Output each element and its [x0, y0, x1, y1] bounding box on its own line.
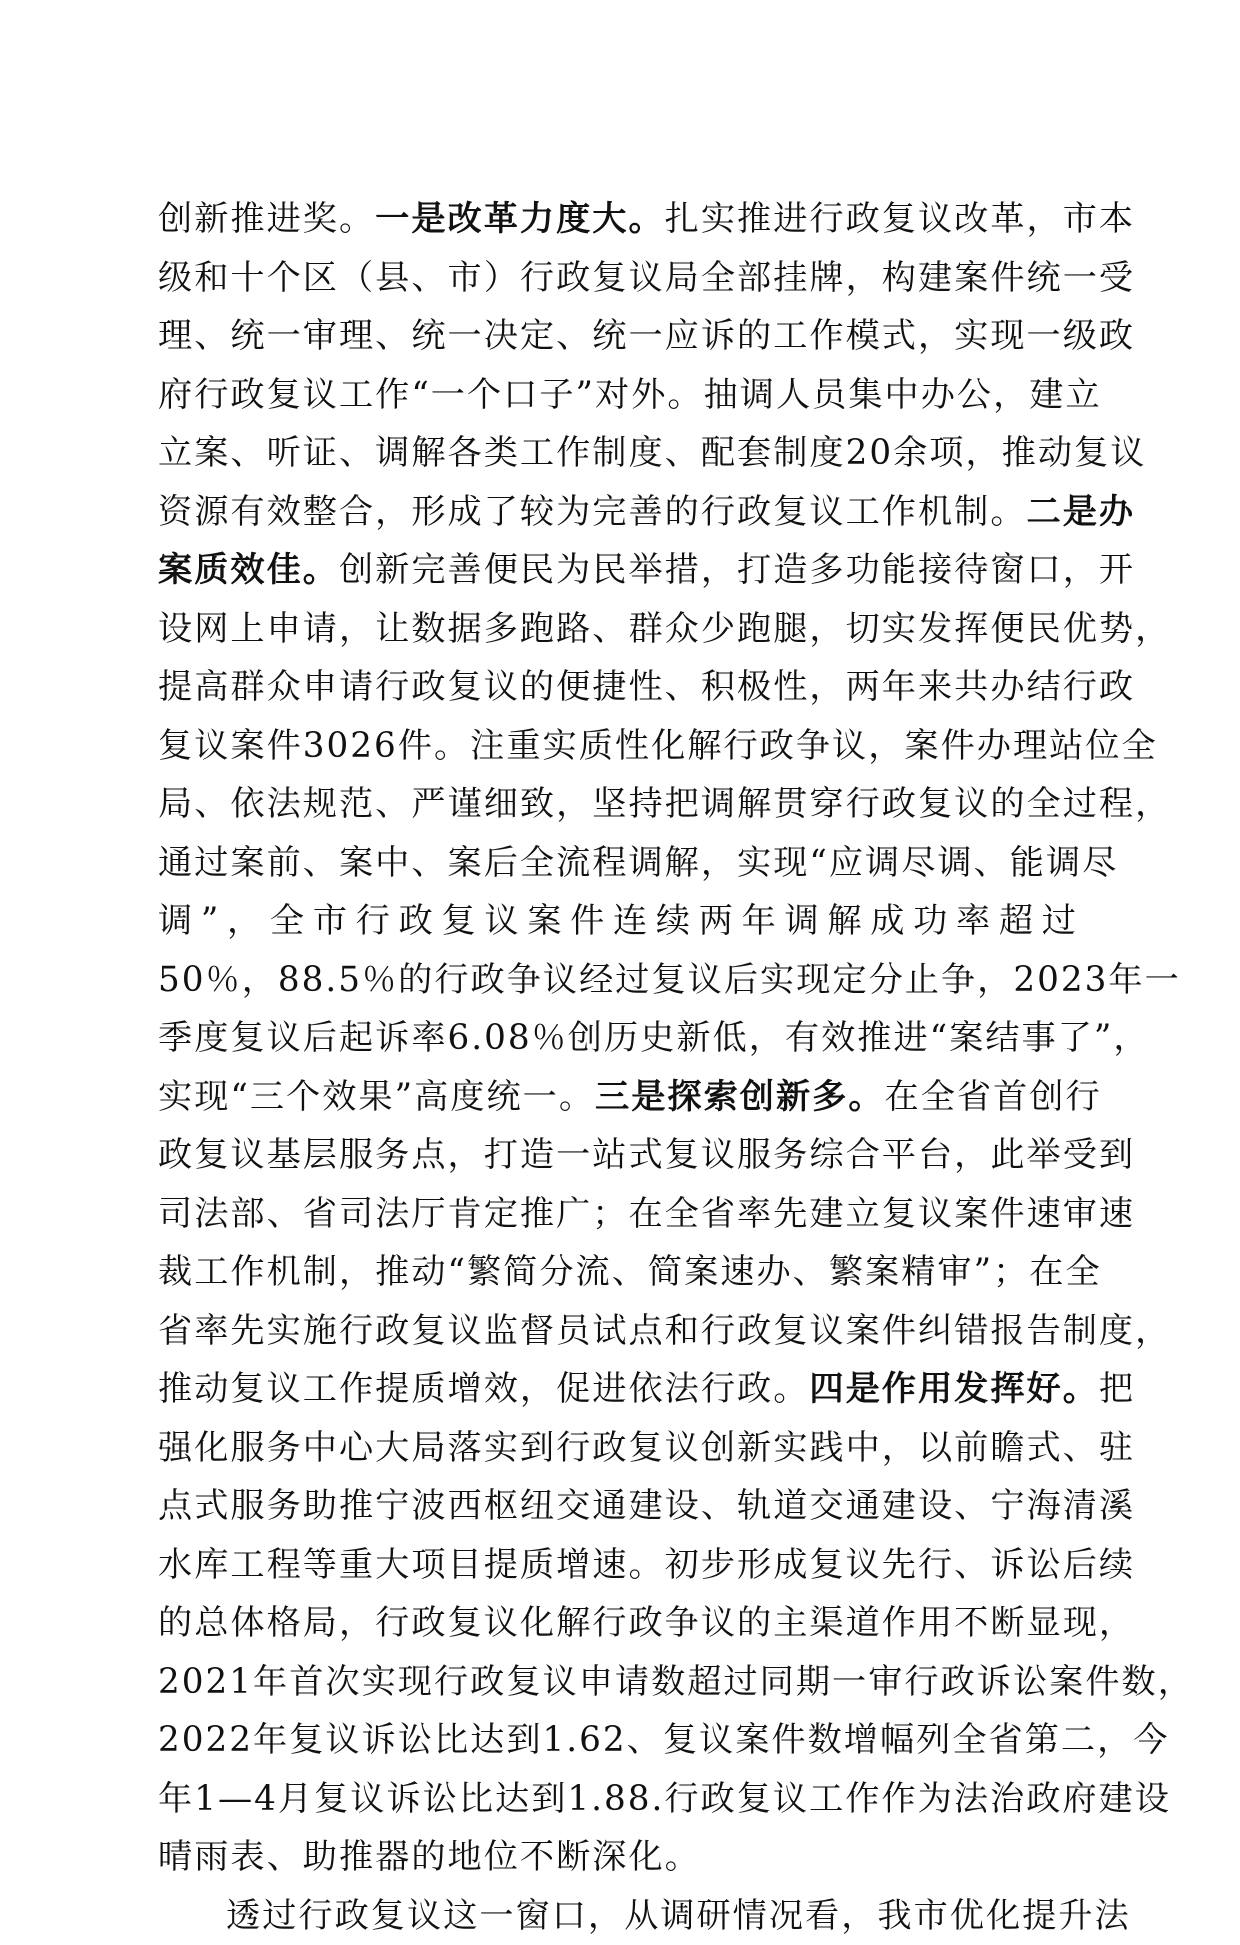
- text-line: [158, 1419, 1078, 1478]
- text-line: [158, 541, 1078, 600]
- text-segment: 扎实推进行政复议改革，市本: [665, 199, 1135, 239]
- text-line: [158, 307, 1078, 366]
- text-line: [158, 366, 1078, 425]
- text-segment: 级和十个区（县、市）行政复议局全部挂牌，构建案件统一受: [158, 258, 1135, 298]
- text-segment: 复议案件3026件。注重实质性化解行政争议，案件办理站位全: [158, 726, 1158, 766]
- text-segment: 把: [1099, 1369, 1135, 1409]
- text-line: [158, 1828, 1078, 1887]
- text-line: [158, 1477, 1078, 1536]
- text-segment: 推动复议工作提质增效，促进依法行政。: [158, 1369, 809, 1409]
- text-segment: 年1—4月复议诉讼比达到1.88.行政复议工作作为法治政府建设: [158, 1779, 1171, 1819]
- text-segment: 调”，全市行政复议案件连续两年调解成功率超过: [158, 901, 1078, 941]
- text-line: [158, 951, 1078, 1010]
- text-line: [158, 1009, 1078, 1068]
- text-segment: 实现“三个效果”高度统一。: [158, 1077, 595, 1117]
- text-line: [158, 1302, 1078, 1361]
- text-segment: 的总体格局，行政复议化解行政争议的主渠道作用不断显现，: [158, 1603, 1135, 1643]
- bold-heading-text: 三是探索创新多。: [595, 1077, 885, 1117]
- bold-heading-text: 四是作用发挥好。: [809, 1369, 1099, 1409]
- text-line: [158, 249, 1078, 308]
- text-segment: 晴雨表、助推器的地位不断深化。: [158, 1837, 701, 1877]
- text-line: [158, 1243, 1078, 1302]
- text-segment: 2021年首次实现行政复议申请数超过同期一审行政诉讼案件数，: [158, 1662, 1194, 1702]
- text-segment: 设网上申请，让数据多跑路、群众少跑腿，切实发挥便民优势，: [158, 609, 1171, 649]
- body-text: [158, 190, 1078, 1945]
- text-line: [158, 1711, 1078, 1770]
- text-segment: 点式服务助推宁波西枢纽交通建设、轨道交通建设、宁海清溪: [158, 1486, 1135, 1526]
- text-line: [158, 483, 1078, 542]
- text-line: [158, 775, 1078, 834]
- text-segment: 创新完善便民为民举措，打造多功能接待窗口，开: [339, 550, 1135, 590]
- text-segment: 政复议基层服务点，打造一站式复议服务综合平台，此举受到: [158, 1135, 1135, 1175]
- text-segment: 50％，88.5％的行政争议经过复议后实现定分止争，2023年一: [158, 960, 1181, 1000]
- text-line: [158, 717, 1078, 776]
- text-segment: 资源有效整合，形成了较为完善的行政复议工作机制。: [158, 492, 1027, 532]
- text-segment: 府行政复议工作“一个口子”对外。抽调人员集中办公，建立: [158, 375, 1102, 415]
- text-line: [158, 1126, 1078, 1185]
- text-line: [158, 892, 1078, 951]
- text-segment: 透过行政复议这一窗口，从调研情况看，我市优化提升法: [226, 1896, 1131, 1936]
- text-segment: 立案、听证、调解各类工作制度、配套制度20余项，推动复议: [158, 433, 1146, 473]
- text-segment: 通过案前、案中、案后全流程调解，实现“应调尽调、能调尽: [158, 843, 1118, 883]
- text-line: [158, 1594, 1078, 1653]
- text-segment: 2022年复议诉讼比达到1.62、复议案件数增幅列全省第二，今: [158, 1720, 1169, 1760]
- bold-heading-text: 案质效佳。: [158, 550, 339, 590]
- text-line: [158, 190, 1078, 249]
- text-segment: 季度复议后起诉率6.08％创历史新低，有效推进“案结事了”，: [158, 1018, 1150, 1058]
- text-line: [158, 1770, 1078, 1829]
- text-line: [158, 1185, 1078, 1244]
- text-segment: 水库工程等重大项目提质增速。初步形成复议先行、诉讼后续: [158, 1545, 1135, 1585]
- text-segment: 提高群众申请行政复议的便捷性、积极性，两年来共办结行政: [158, 667, 1135, 707]
- text-segment: 局、依法规范、严谨细致，坚持把调解贯穿行政复议的全过程，: [158, 784, 1171, 824]
- text-segment: 理、统一审理、统一决定、统一应诉的工作模式，实现一级政: [158, 316, 1135, 356]
- text-line: [158, 600, 1078, 659]
- text-line: [158, 1536, 1078, 1595]
- text-segment: 省率先实施行政复议监督员试点和行政复议案件纠错报告制度，: [158, 1311, 1171, 1351]
- text-line: [158, 1360, 1078, 1419]
- bold-heading-text: 一是改革力度大。: [375, 199, 665, 239]
- text-segment: 裁工作机制，推动“繁简分流、简案速办、繁案精审”；在全: [158, 1252, 1102, 1292]
- text-line: [158, 834, 1078, 893]
- text-line: [158, 424, 1078, 483]
- text-segment: 在全省首创行: [885, 1077, 1102, 1117]
- text-segment: 司法部、省司法厅肯定推广；在全省率先建立复议案件速审速: [158, 1194, 1135, 1234]
- text-line: [158, 658, 1078, 717]
- text-line: [158, 1887, 1078, 1945]
- text-line: [158, 1653, 1078, 1712]
- text-segment: 创新推进奖。: [158, 199, 375, 239]
- bold-heading-text: 二是办: [1027, 492, 1136, 532]
- text-line: [158, 1068, 1078, 1127]
- text-segment: 强化服务中心大局落实到行政复议创新实践中，以前瞻式、驻: [158, 1428, 1135, 1468]
